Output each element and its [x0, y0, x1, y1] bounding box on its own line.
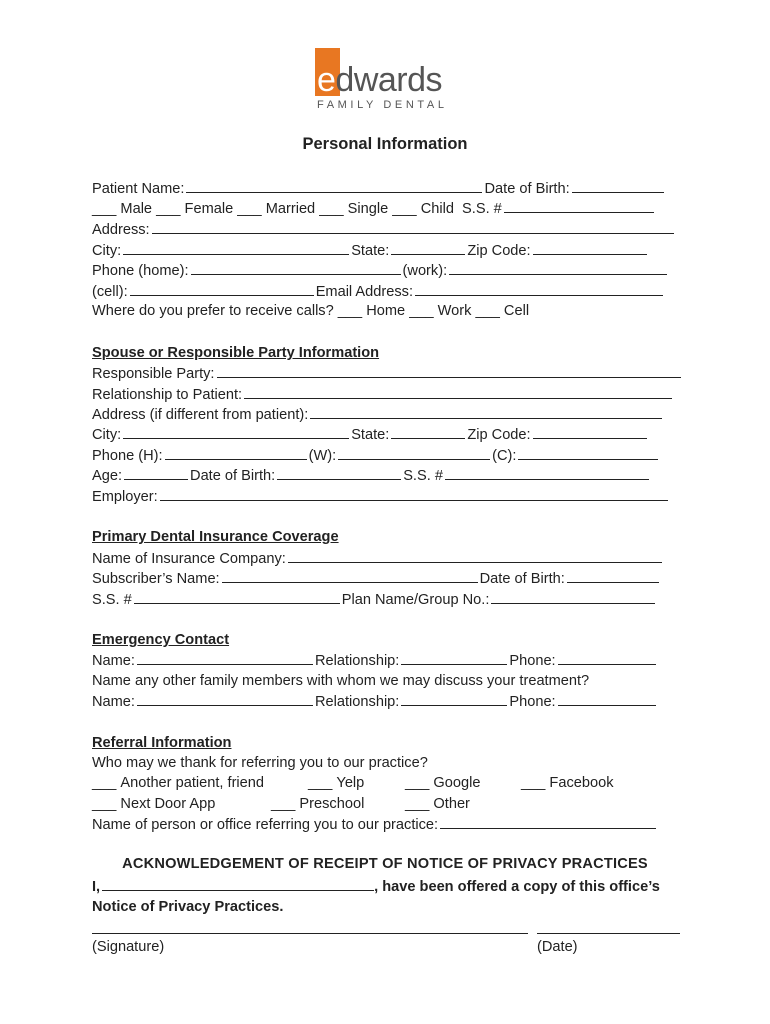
emergency-relationship-field[interactable] [401, 650, 507, 665]
spouse-phone-row: Phone (H): (W): (C): [92, 445, 682, 465]
married-blank[interactable]: ___ [237, 201, 262, 217]
female-blank[interactable]: ___ [156, 201, 181, 217]
state-field[interactable] [391, 240, 465, 255]
responsible-party-field[interactable] [217, 363, 681, 378]
spouse-cell-phone-field[interactable] [518, 445, 658, 460]
spouse-city-row: City: State: Zip Code: [92, 424, 682, 444]
acknowledgement-title: ACKNOWLEDGEMENT OF RECEIPT OF NOTICE OF PRIVACY PRACTICES [122, 856, 648, 872]
referral-options-row-2 [92, 794, 682, 814]
emergency-name-field[interactable] [137, 650, 313, 665]
signature-line[interactable] [92, 932, 528, 934]
email-field[interactable] [415, 281, 663, 296]
spouse-ss-field[interactable] [445, 465, 649, 480]
subscriber-dob-field[interactable] [567, 568, 659, 583]
emergency-heading-row [92, 630, 682, 650]
cell-phone-field[interactable] [130, 281, 314, 296]
family-relationship-field[interactable] [401, 691, 507, 706]
phone-row: Phone (home): (work): [92, 260, 682, 280]
dob-field[interactable] [572, 178, 664, 193]
insurance-heading-row [92, 527, 682, 547]
work-phone-field[interactable] [449, 260, 667, 275]
employer-field[interactable] [160, 486, 668, 501]
spouse-age-row: Age: Date of Birth: S.S. # [92, 465, 682, 485]
logo-subtitle: FAMILY DENTAL [317, 99, 448, 111]
spouse-heading-row [92, 343, 682, 363]
city-row: City: State: Zip Code: [92, 240, 682, 260]
preschool-option[interactable]: ___ Preschool [271, 796, 365, 812]
spouse-zip-field[interactable] [533, 424, 647, 439]
gender-status-row: ___ Male ___ Female ___ Married ___ Single ___ Child S.S. # [92, 198, 682, 218]
spouse-address-row: Address (if different from patient): [92, 404, 682, 424]
subscriber-row: Subscriber’s Name: Date of Birth: [92, 568, 682, 588]
spouse-work-phone-field[interactable] [338, 445, 490, 460]
city-field[interactable] [123, 240, 349, 255]
another-patient-option[interactable]: ___ Another patient, friend [92, 775, 265, 791]
acknowledgement-sentence-row: I, , have been offered a copy of this office’s [92, 876, 682, 896]
referral-heading-row [92, 733, 682, 753]
yelp-option[interactable]: ___ Yelp [308, 775, 365, 791]
plan-group-field[interactable] [491, 589, 655, 604]
responsible-party-row: Responsible Party: [92, 363, 682, 383]
practice-logo [315, 48, 465, 112]
spouse-heading: Spouse or Responsible Party Information [92, 345, 380, 361]
ss-field[interactable] [504, 198, 654, 213]
date-label: (Date) [537, 939, 578, 955]
insurance-heading: Primary Dental Insurance Coverage [92, 529, 339, 545]
ack-name-field[interactable] [102, 876, 374, 891]
spouse-age-field[interactable] [124, 465, 188, 480]
spouse-address-field[interactable] [310, 404, 662, 419]
child-blank[interactable]: ___ [392, 201, 417, 217]
spouse-state-field[interactable] [391, 424, 465, 439]
google-option[interactable]: ___ Google [405, 775, 481, 791]
relationship-field[interactable] [244, 384, 672, 399]
family-member-row: Name: Relationship: Phone: [92, 691, 682, 711]
family-phone-field[interactable] [558, 691, 656, 706]
facebook-option[interactable]: ___ Facebook [521, 775, 614, 791]
address-field[interactable] [152, 219, 674, 234]
male-blank[interactable]: ___ [92, 201, 117, 217]
home-call-blank[interactable]: ___ [337, 303, 363, 319]
cell-call-blank[interactable]: ___ [475, 303, 500, 319]
referral-options-row-1 [92, 773, 682, 793]
referral-question-row: Who may we thank for referring you to our practice? [92, 755, 428, 771]
other-option[interactable]: ___ Other [405, 796, 470, 812]
referral-person-field[interactable] [440, 814, 656, 829]
emergency-phone-field[interactable] [558, 650, 656, 665]
acknowledgement-notice-row: Notice of Privacy Practices. [92, 899, 284, 915]
emergency-contact-row: Name: Relationship: Phone: [92, 650, 682, 670]
spouse-city-field[interactable] [123, 424, 349, 439]
zip-field[interactable] [533, 240, 647, 255]
work-call-blank[interactable]: ___ [409, 303, 434, 319]
signature-labels-row [92, 937, 682, 957]
address-row: Address: [92, 219, 682, 239]
emergency-heading: Emergency Contact [92, 632, 230, 648]
spouse-dob-field[interactable] [277, 465, 401, 480]
insurance-company-field[interactable] [288, 548, 662, 563]
patient-name-field[interactable] [186, 178, 482, 193]
next-door-option[interactable]: ___ Next Door App [92, 796, 216, 812]
relationship-row: Relationship to Patient: [92, 384, 682, 404]
home-phone-field[interactable] [191, 260, 401, 275]
call-preference-row: Where do you prefer to receive calls? ___ Home ___ Work ___ Cell [92, 303, 530, 319]
signature-label: (Signature) [92, 939, 165, 955]
family-question-row: Name any other family members with whom we may discuss your treatment? [92, 673, 590, 689]
insurance-company-row: Name of Insurance Company: [92, 548, 682, 568]
employer-row: Employer: [92, 486, 682, 506]
insurance-ss-row: S.S. # Plan Name/Group No.: [92, 589, 682, 609]
referral-person-row: Name of person or office referring you to our practice: [92, 814, 682, 834]
page-title: Personal Information [302, 135, 468, 153]
family-name-field[interactable] [137, 691, 313, 706]
patient-name-row: Patient Name: Date of Birth: [92, 178, 682, 198]
subscriber-ss-field[interactable] [134, 589, 340, 604]
cell-email-row: (cell): Email Address: [92, 281, 682, 301]
subscriber-name-field[interactable] [222, 568, 478, 583]
single-blank[interactable]: ___ [319, 201, 344, 217]
referral-heading: Referral Information [92, 735, 232, 751]
logo-wordmark: edwards [317, 61, 443, 99]
spouse-home-phone-field[interactable] [165, 445, 307, 460]
date-line[interactable] [537, 932, 680, 934]
